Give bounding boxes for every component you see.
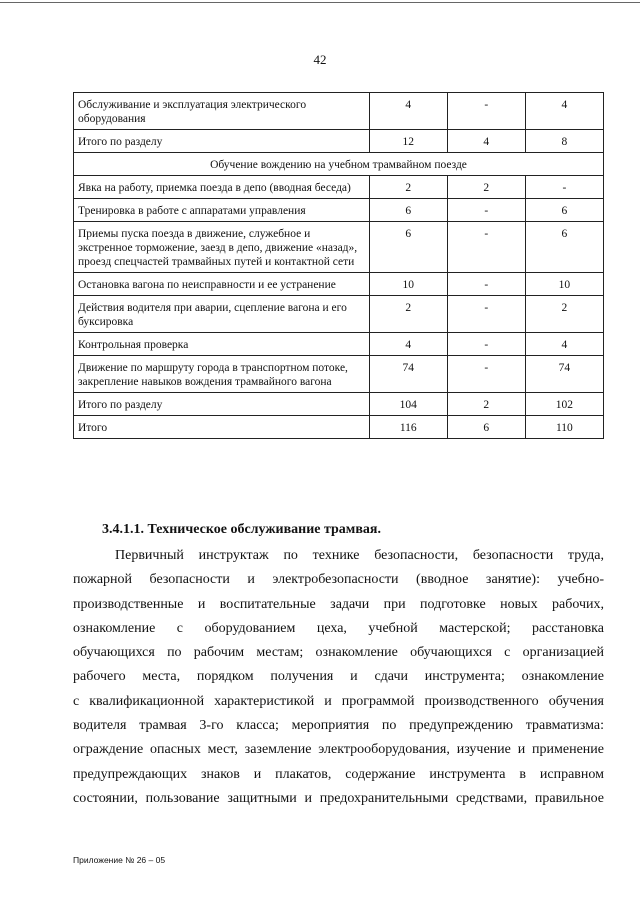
table-row	[74, 199, 604, 222]
practice-hours-cell: 2	[525, 296, 603, 333]
curriculum-table	[73, 92, 604, 439]
practice-hours-cell: 6	[525, 222, 603, 273]
total-hours-cell: 6	[369, 222, 447, 273]
topic-cell: Контрольная проверка	[74, 333, 370, 356]
theory-hours-cell: 2	[447, 176, 525, 199]
topic-cell: Движение по маршруту города в транспортном потоке, закрепление навыков вождения трамвайного вагона	[74, 356, 370, 393]
practice-hours-cell: 4	[525, 333, 603, 356]
topic-cell: Приемы пуска поезда в движение, служебное и экстренное торможение, заезд в депо, движение «назад», проезд спецчастей трамвайных путей и контактной сети	[74, 222, 370, 273]
topic-cell: Итого по разделу	[74, 393, 370, 416]
body-paragraph	[73, 544, 604, 811]
table-row	[74, 273, 604, 296]
paragraph-line: обучающихся по рабочим местам; ознакомление обучающихся с организацией	[73, 645, 604, 661]
paragraph-line: с квалификационной характеристикой и программой производственного обучения	[73, 693, 604, 709]
total-hours-cell: 12	[369, 130, 447, 153]
table-row	[74, 93, 604, 130]
total-hours-cell: 6	[369, 199, 447, 222]
table-row	[74, 393, 604, 416]
paragraph-line: ограждение опасных мест, заземление электрооборудования, изучение и применение	[73, 742, 604, 758]
practice-hours-cell: 10	[525, 273, 603, 296]
theory-hours-cell: 6	[447, 416, 525, 439]
theory-hours-cell: -	[447, 93, 525, 130]
table-row	[74, 130, 604, 153]
section-heading: 3.4.1.1. Техническое обслуживание трамвая.	[102, 522, 381, 537]
paragraph-line: водителя трамвая 3-го класса; мероприятия по предупреждению травматизма:	[73, 718, 604, 734]
practice-hours-cell: -	[525, 176, 603, 199]
theory-hours-cell: -	[447, 273, 525, 296]
topic-cell: Явка на работу, приемка поезда в депо (вводная беседа)	[74, 176, 370, 199]
topic-cell: Действия водителя при аварии, сцепление вагона и его буксировка	[74, 296, 370, 333]
practice-hours-cell: 8	[525, 130, 603, 153]
paragraph-line: предупреждающих знаков и плакатов, содержание инструмента в исправном	[73, 766, 604, 782]
table-row	[74, 222, 604, 273]
total-hours-cell: 10	[369, 273, 447, 296]
table-section-row	[74, 153, 604, 176]
paragraph-line: рабочего места, порядком получения и сдачи инструмента; ознакомление	[73, 669, 604, 685]
paragraph-line: пожарной безопасности и электробезопасности (вводное занятие): учебно-	[73, 572, 604, 588]
total-hours-cell: 4	[369, 333, 447, 356]
table-row	[74, 296, 604, 333]
table-body	[74, 93, 604, 439]
topic-cell: Итого по разделу	[74, 130, 370, 153]
theory-hours-cell: -	[447, 199, 525, 222]
paragraph-line: ознакомление с оборудованием цеха, учебной мастерской; расстановка	[73, 620, 604, 636]
footer-note: Приложение № 26 – 05	[73, 855, 166, 865]
theory-hours-cell: -	[447, 222, 525, 273]
top-border	[0, 2, 640, 3]
theory-hours-cell: -	[447, 333, 525, 356]
theory-hours-cell: -	[447, 296, 525, 333]
paragraph-line: Первичный инструктаж по технике безопасности, безопасности труда,	[115, 548, 604, 563]
theory-hours-cell: 2	[447, 393, 525, 416]
table-row	[74, 356, 604, 393]
theory-hours-cell: -	[447, 356, 525, 393]
theory-hours-cell: 4	[447, 130, 525, 153]
paragraph-line: состоянии, пользование защитными и предохранительными средствами, правильное	[73, 790, 604, 806]
topic-cell: Остановка вагона по неисправности и ее устранение	[74, 273, 370, 296]
total-hours-cell: 2	[369, 296, 447, 333]
total-hours-cell: 74	[369, 356, 447, 393]
practice-hours-cell: 110	[525, 416, 603, 439]
practice-hours-cell: 74	[525, 356, 603, 393]
practice-hours-cell: 4	[525, 93, 603, 130]
practice-hours-cell: 102	[525, 393, 603, 416]
section-title-cell: Обучение вождению на учебном трамвайном поезде	[74, 153, 604, 176]
table-row	[74, 176, 604, 199]
paragraph-line: производственные и воспитательные задачи при подготовке новых рабочих,	[73, 596, 604, 612]
total-hours-cell: 116	[369, 416, 447, 439]
table-row	[74, 333, 604, 356]
table-row	[74, 416, 604, 439]
page-number: 42	[313, 52, 327, 67]
total-hours-cell: 4	[369, 93, 447, 130]
topic-cell: Тренировка в работе с аппаратами управления	[74, 199, 370, 222]
practice-hours-cell: 6	[525, 199, 603, 222]
total-hours-cell: 2	[369, 176, 447, 199]
topic-cell: Обслуживание и эксплуатация электрического оборудования	[74, 93, 370, 130]
topic-cell: Итого	[74, 416, 370, 439]
total-hours-cell: 104	[369, 393, 447, 416]
